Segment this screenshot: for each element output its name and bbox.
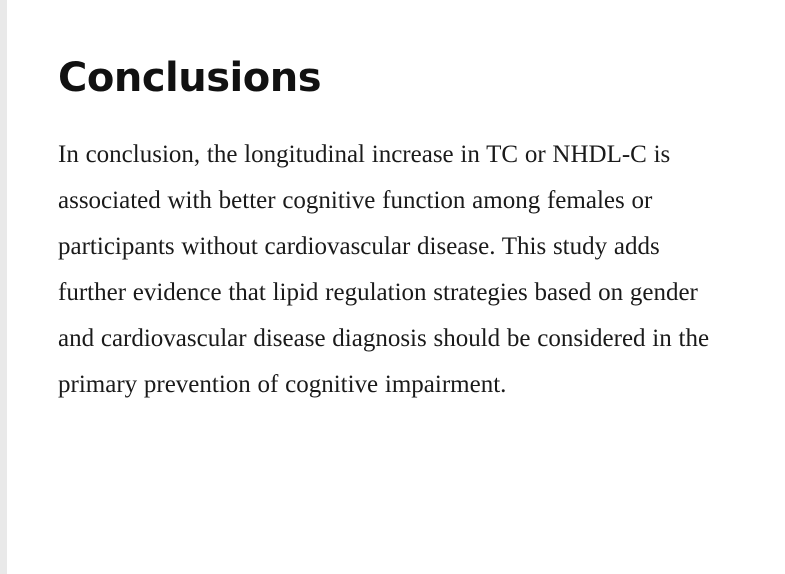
conclusion-paragraph: In conclusion, the longitudinal increase in TC or NHDL-C is associated with better cognitive function among females or participants without cardiovascular disease. This study adds further evidence that lipid regulation strategies based on gender and cardiovascular disease diagnosis should be considered in the primary prevention of cognitive impairment. bbox=[58, 141, 710, 398]
page-title: Conclusions bbox=[58, 55, 321, 101]
left-margin-rule bbox=[0, 0, 7, 574]
section-content bbox=[58, 0, 745, 408]
